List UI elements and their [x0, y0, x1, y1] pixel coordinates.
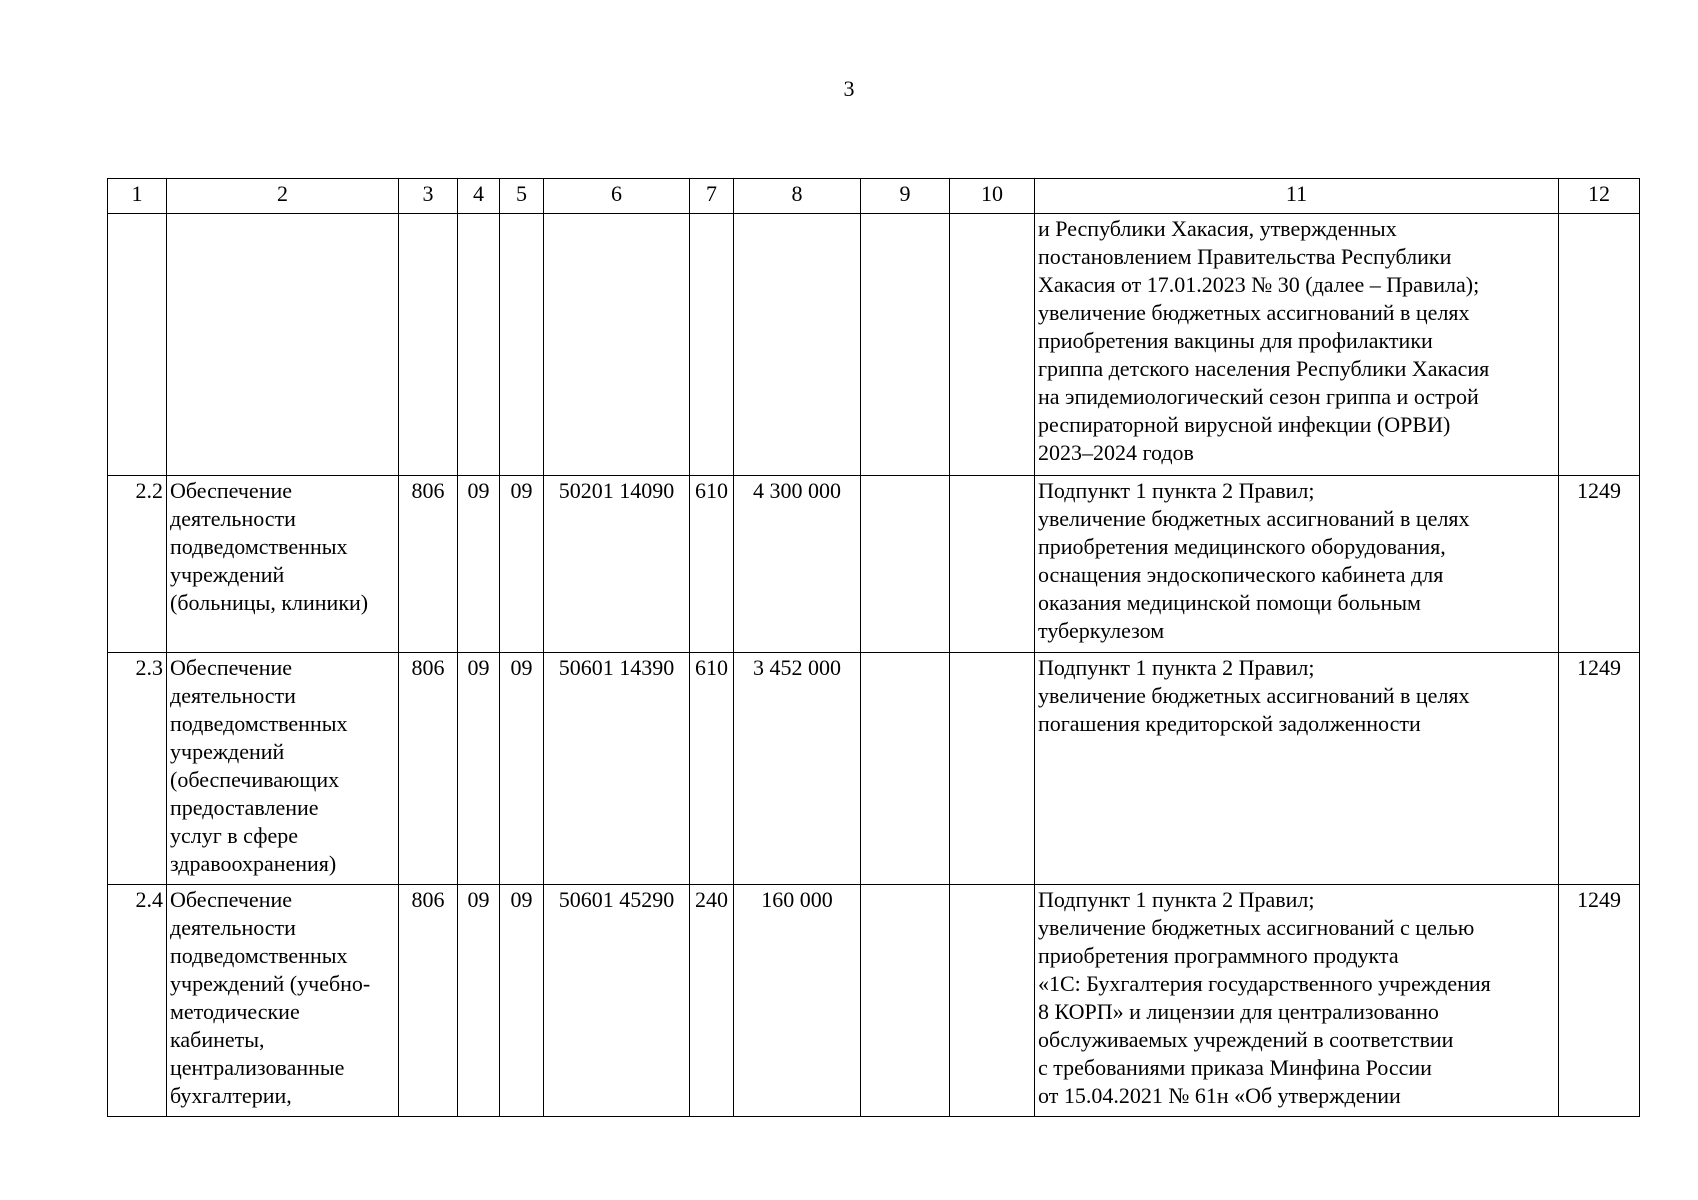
- cell-c3: 806: [399, 476, 458, 653]
- text-line: гриппа детского населения Республики Хакасия: [1038, 356, 1490, 381]
- cell-num: 2.4: [108, 885, 167, 1117]
- table-row: [108, 653, 1640, 885]
- cell-c12: 1249: [1559, 653, 1640, 885]
- text-line: Подпункт 1 пункта 2 Правил;: [1038, 887, 1315, 912]
- cell-c7: [690, 214, 734, 476]
- text-line: подведомственных: [170, 711, 348, 736]
- header-cell: 4: [458, 179, 500, 214]
- cell-c9: [861, 653, 950, 885]
- cell-note_lines: [1035, 653, 1559, 885]
- text-line: увеличение бюджетных ассигнований с целью: [1038, 915, 1475, 940]
- cell-name_lines: [167, 476, 399, 653]
- cell-c5: 09: [500, 885, 544, 1117]
- text-line: увеличение бюджетных ассигнований в целях: [1038, 506, 1470, 531]
- cell-num: [108, 214, 167, 476]
- header-cell: 10: [950, 179, 1035, 214]
- text-line: централизованные: [170, 1055, 345, 1080]
- cell-c6: 50601 45290: [544, 885, 690, 1117]
- cell-c6: 50201 14090: [544, 476, 690, 653]
- budget-table: [107, 178, 1640, 1117]
- table-row: [108, 214, 1640, 476]
- text-line: (больницы, клиники): [170, 590, 369, 615]
- text-line: приобретения медицинского оборудования,: [1038, 534, 1446, 559]
- cell-c9: [861, 885, 950, 1117]
- text-line: (обеспечивающих: [170, 767, 340, 792]
- text-line: 2023–2024 годов: [1038, 440, 1194, 465]
- header-cell: 7: [690, 179, 734, 214]
- cell-num: 2.2: [108, 476, 167, 653]
- cell-c7: 610: [690, 653, 734, 885]
- text-line: Обеспечение: [170, 655, 292, 680]
- cell-c8: [734, 214, 861, 476]
- page-number: 3: [843, 76, 855, 101]
- text-line: деятельности: [170, 915, 296, 940]
- cell-c10: [950, 885, 1035, 1117]
- cell-c8: 160 000: [734, 885, 861, 1117]
- text-line: учреждений (учебно-: [170, 971, 371, 996]
- cell-c9: [861, 476, 950, 653]
- text-line: оказания медицинской помощи больным: [1038, 590, 1421, 615]
- cell-c5: [500, 214, 544, 476]
- cell-c7: 240: [690, 885, 734, 1117]
- cell-c3: 806: [399, 885, 458, 1117]
- text-line: увеличение бюджетных ассигнований в целях: [1038, 300, 1470, 325]
- cell-name_lines: [167, 653, 399, 885]
- cell-c4: 09: [458, 653, 500, 885]
- header-cell: 3: [399, 179, 458, 214]
- text-line: Обеспечение: [170, 887, 292, 912]
- cell-c6: 50601 14390: [544, 653, 690, 885]
- header-cell: 12: [1559, 179, 1640, 214]
- text-line: 8 КОРП» и лицензии для централизованно: [1038, 999, 1439, 1024]
- text-line: Подпункт 1 пункта 2 Правил;: [1038, 655, 1315, 680]
- cell-c10: [950, 476, 1035, 653]
- text-line: приобретения программного продукта: [1038, 943, 1399, 968]
- text-line: респираторной вирусной инфекции (ОРВИ): [1038, 412, 1451, 437]
- text-line: приобретения вакцины для профилактики: [1038, 328, 1433, 353]
- text-line: методические: [170, 999, 300, 1024]
- text-line: учреждений: [170, 739, 285, 764]
- cell-c12: [1559, 214, 1640, 476]
- text-line: кабинеты,: [170, 1027, 265, 1052]
- text-line: обслуживаемых учреждений в соответствии: [1038, 1027, 1454, 1052]
- header-cell: 2: [167, 179, 399, 214]
- cell-name_lines: [167, 214, 399, 476]
- text-line: с требованиями приказа Минфина России: [1038, 1055, 1432, 1080]
- cell-c8: 4 300 000: [734, 476, 861, 653]
- text-line: постановлением Правительства Республики: [1038, 244, 1452, 269]
- header-cell: 5: [500, 179, 544, 214]
- text-line: оснащения эндоскопического кабинета для: [1038, 562, 1444, 587]
- cell-name_lines: [167, 885, 399, 1117]
- cell-c3: 806: [399, 653, 458, 885]
- table-header-row: [108, 179, 1640, 214]
- text-line: Хакасия от 17.01.2023 № 30 (далее – Правила);: [1038, 272, 1480, 297]
- header-cell: 9: [861, 179, 950, 214]
- text-line: Подпункт 1 пункта 2 Правил;: [1038, 478, 1315, 503]
- cell-c4: [458, 214, 500, 476]
- cell-c12: 1249: [1559, 885, 1640, 1117]
- table-row: [108, 885, 1640, 1117]
- text-line: деятельности: [170, 506, 296, 531]
- text-line: деятельности: [170, 683, 296, 708]
- cell-c5: 09: [500, 476, 544, 653]
- cell-c7: 610: [690, 476, 734, 653]
- header-cell: 1: [108, 179, 167, 214]
- cell-c8: 3 452 000: [734, 653, 861, 885]
- header-cell: 8: [734, 179, 861, 214]
- cell-note_lines: [1035, 214, 1559, 476]
- table-row: [108, 476, 1640, 653]
- text-line: учреждений: [170, 562, 285, 587]
- cell-note_lines: [1035, 885, 1559, 1117]
- cell-c5: 09: [500, 653, 544, 885]
- cell-c10: [950, 214, 1035, 476]
- text-line: здравоохранения): [170, 851, 337, 876]
- header-cell: 11: [1035, 179, 1559, 214]
- text-line: и Республики Хакасия, утвержденных: [1038, 216, 1397, 241]
- cell-note_lines: [1035, 476, 1559, 653]
- cell-c4: 09: [458, 885, 500, 1117]
- text-line: туберкулезом: [1038, 618, 1165, 643]
- text-line: Обеспечение: [170, 478, 292, 503]
- text-line: «1С: Бухгалтерия государственного учреждения: [1038, 971, 1491, 996]
- cell-c6: [544, 214, 690, 476]
- cell-c9: [861, 214, 950, 476]
- header-cell: 6: [544, 179, 690, 214]
- cell-c3: [399, 214, 458, 476]
- cell-num: 2.3: [108, 653, 167, 885]
- text-line: бухгалтерии,: [170, 1083, 292, 1108]
- text-line: услуг в сфере: [170, 823, 298, 848]
- text-line: подведомственных: [170, 534, 348, 559]
- text-line: от 15.04.2021 № 61н «Об утверждении: [1038, 1083, 1401, 1108]
- text-line: погашения кредиторской задолженности: [1038, 711, 1421, 736]
- text-line: подведомственных: [170, 943, 348, 968]
- text-line: увеличение бюджетных ассигнований в целях: [1038, 683, 1470, 708]
- text-line: предоставление: [170, 795, 319, 820]
- text-line: на эпидемиологический сезон гриппа и острой: [1038, 384, 1479, 409]
- cell-c10: [950, 653, 1035, 885]
- cell-c12: 1249: [1559, 476, 1640, 653]
- cell-c4: 09: [458, 476, 500, 653]
